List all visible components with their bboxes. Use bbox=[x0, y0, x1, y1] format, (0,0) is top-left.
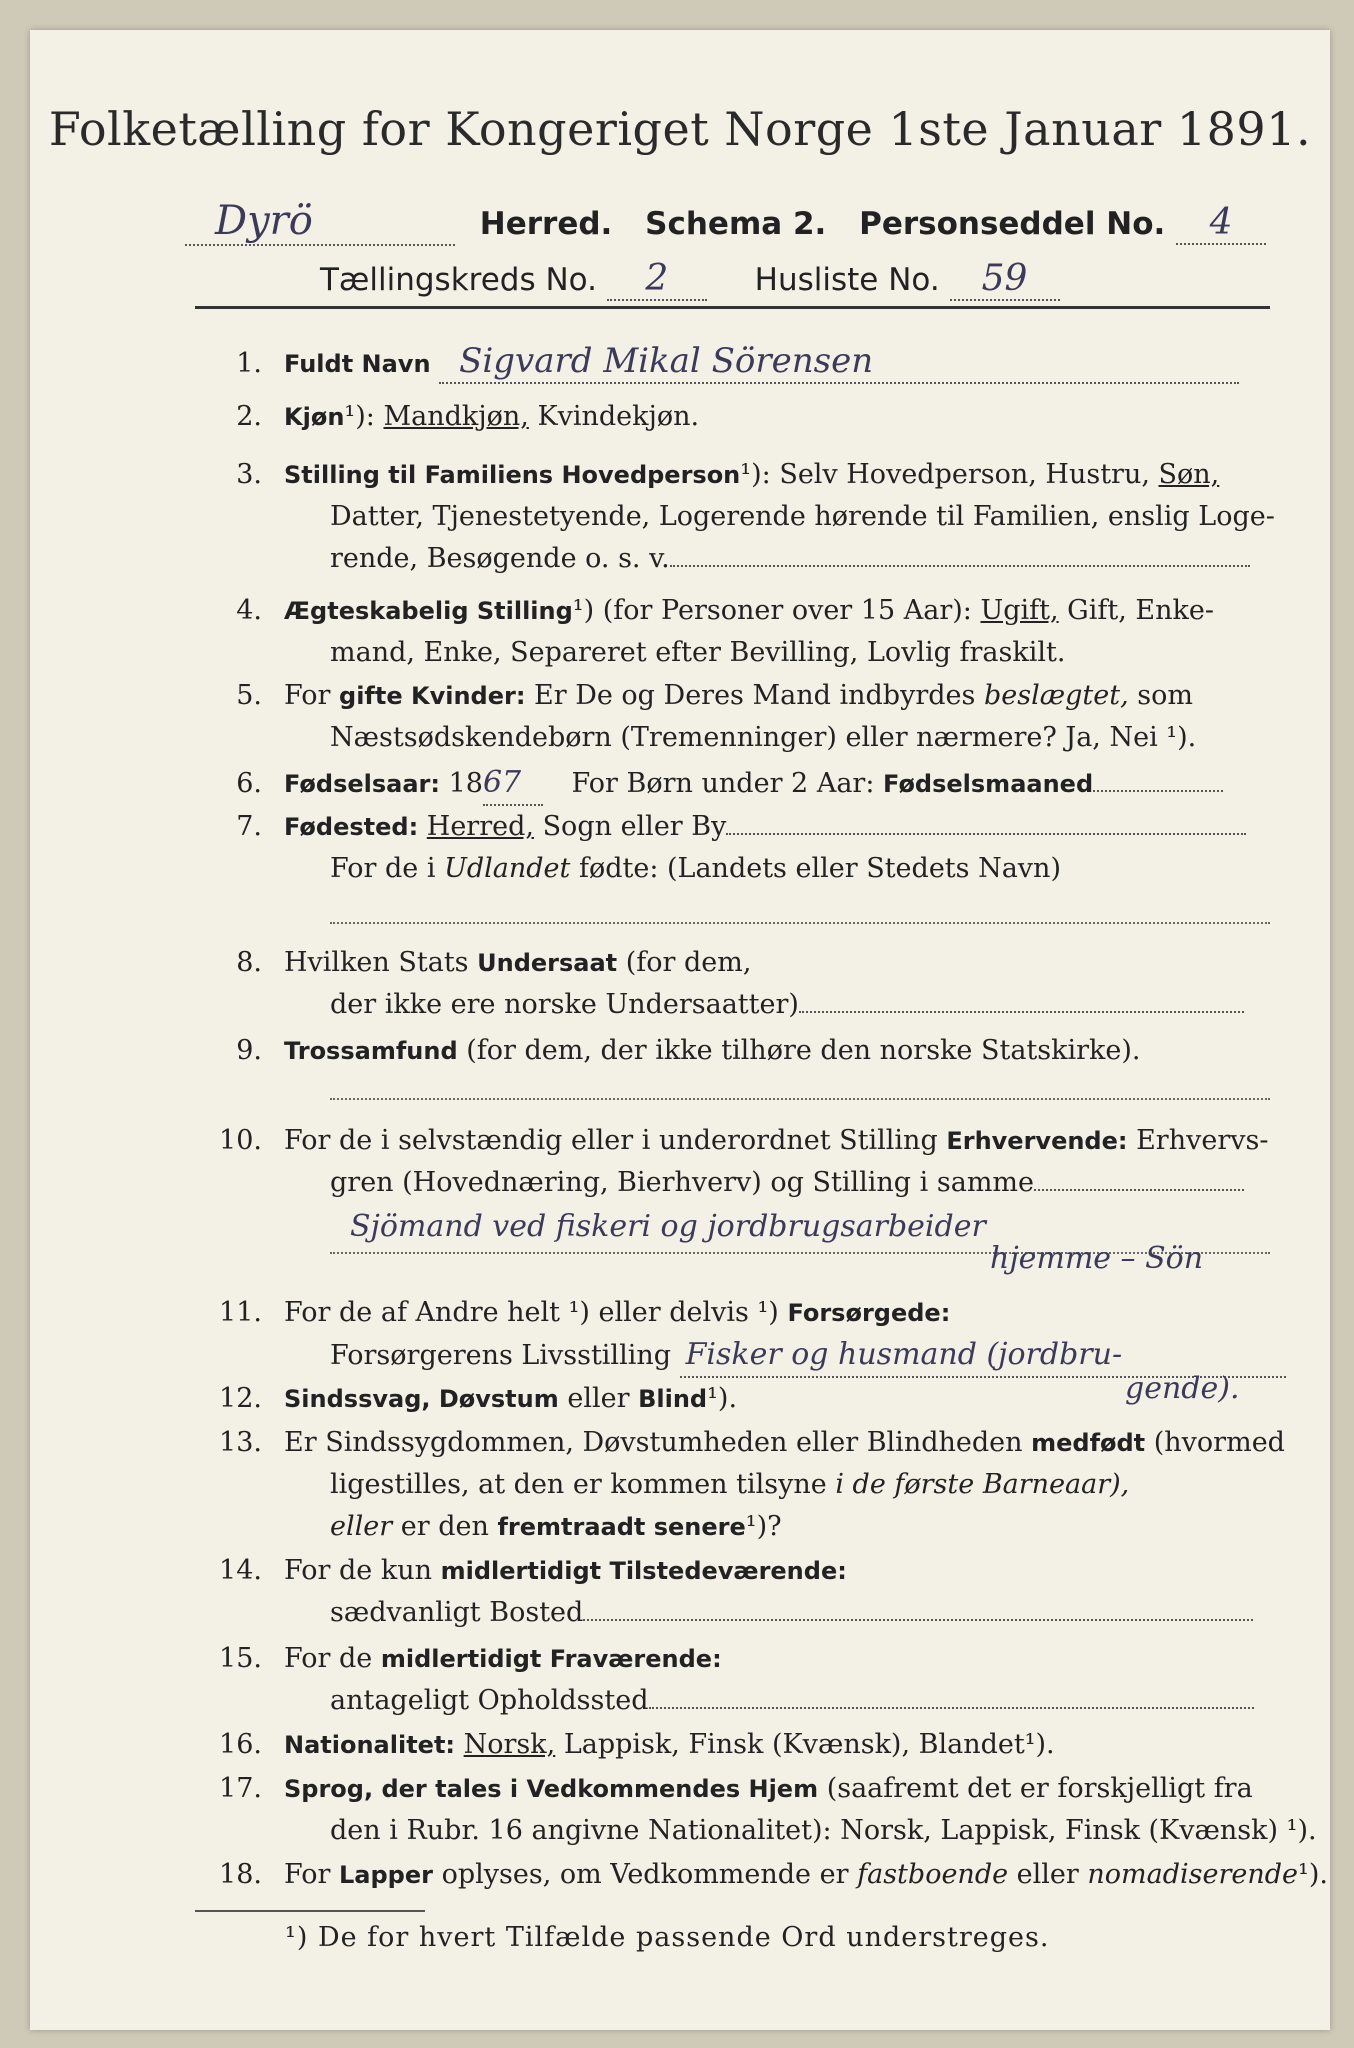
sex-option-male: Mandkjøn, bbox=[383, 401, 529, 432]
herred-label: Herred. bbox=[479, 206, 613, 242]
occupation-answer: Sjömand ved fiskeri og jordbrugsarbeider bbox=[350, 1209, 986, 1244]
husliste-value: 59 bbox=[950, 258, 1060, 301]
item-6: 6. Fødselsaar: 1867 For Børn under 2 Aar: Fødselsmaaned bbox=[200, 762, 1223, 806]
item-10: 10. For de i selvstændig eller i underordnet Stilling Erhvervende: Erhvervs- bbox=[219, 1125, 1269, 1156]
item-8: 8. Hvilken Stats Undersaat (for dem, bbox=[236, 947, 752, 978]
husliste-label: Husliste No. bbox=[754, 262, 940, 298]
item-16: 16. Nationalitet: Norsk, Lappisk, Finsk (Kvænsk), Blandet¹). bbox=[219, 1729, 1055, 1760]
item-2: 2. Kjøn¹): Mandkjøn, Kvindekjøn. bbox=[236, 401, 700, 432]
item-4: 4. Ægteskabelig Stilling¹) (for Personer over 15 Aar): Ugift, Gift, Enke- bbox=[236, 595, 1214, 626]
occupation-answer-2: hjemme – Sön bbox=[990, 1241, 1204, 1276]
personseddel-value: 4 bbox=[1176, 202, 1266, 245]
taellingskreds-value: 2 bbox=[607, 258, 707, 301]
item-9: 9. Trossamfund (for dem, der ikke tilhøre den norske Statskirke). bbox=[236, 1035, 1141, 1066]
personseddel-label: Personseddel No. bbox=[859, 206, 1166, 242]
header-row-herred bbox=[185, 198, 1266, 246]
taellingskreds-label: Tællingskreds No. bbox=[320, 262, 597, 298]
item-3: 3. Stilling til Familiens Hovedperson¹): Selv Hovedperson, Hustru, Søn, bbox=[236, 459, 1220, 490]
provider-answer: Fisker og husmand (jordbru- bbox=[680, 1334, 1286, 1378]
item-12: 12. Sindssvag, Døvstum eller Blind¹). bbox=[219, 1383, 738, 1414]
item-18: 18. For Lapper oplyses, om Vedkommende er fastboende eller nomadiserende¹). bbox=[219, 1859, 1328, 1890]
item-17: 17. Sprog, der tales i Vedkommendes Hjem (saafremt det er forskjelligt fra bbox=[219, 1773, 1253, 1804]
item-13: 13. Er Sindssygdommen, Døvstumheden eller Blindheden medfødt (hvormed bbox=[219, 1427, 1285, 1458]
full-name-label: Fuldt Navn bbox=[284, 350, 431, 378]
birth-year-answer: 67 bbox=[483, 762, 543, 806]
herred-name: Dyrö bbox=[185, 198, 455, 246]
birthplace-herred: Herred, bbox=[426, 811, 534, 842]
sex-option-female: Kvindekjøn. bbox=[537, 401, 700, 432]
schema-label: Schema 2. bbox=[645, 206, 827, 242]
form-title: Folketælling for Kongeriget Norge 1ste Januar 1891. bbox=[48, 102, 1312, 156]
census-form: Folketælling for Kongeriget Norge 1ste Januar 1891. Dyrö Herred. Schema 2. Personseddel No. 4 Tællingskreds No. 2 Husliste No. 59 1. Fuldt Navn Sigvard Mikal Sörensen 2. Kjøn¹): Mandkjøn, Kvindekjøn. 3. Stilling til Familiens Hovedperson¹): Selv Hovedperson, Hustru, Søn, Datter, Tjenestetyende, Logerende hørende til Familien, enslig Loge- rende, Besøgende o. s. v. 4. Ægteskabelig Stilling¹) (for Personer over 15 Aar): Ugift, Gift, Enke- mand, Enke, Separeret efter Bevilling, Lovlig fraskilt. 5. For gifte Kvinder: Er De og Deres Mand indbyrdes beslægtet, som Næstsødskendebørn (Tremenninger) eller nærmere? Ja, Nei ¹). 6. Fødselsaar: 1867 For Børn under 2 Aar: Fødselsmaaned 7. Fødested: Herred, Sogn eller By For de i Udlandet fødte: (Landets eller Stedets Navn) 8. Hvilken Stats Undersaat (for dem, der ikke ere norske Undersaatter) 9. Trossamfund (for dem, der ikke tilhøre den norske Statskirke). 10. For de i selvstændig eller i underordnet Stilling Erhvervende: Erhvervs- gren (Hovednæring, Bierhverv) og Stilling i samme Sjömand ved fiskeri og jordbrugsarbeider hjemme – Sön 11. For de af Andre helt ¹) eller delvis ¹) Forsørgede: Forsørgerens Livsstilling Fisker og husmand (jordbru- gende). 12. Sindssvag, Døvstum eller Blind¹). 13. Er Sindssygdommen, Døvstumheden eller Blindheden medfødt (hvormed ligestilles, at den er kommen tilsyne i de første Barneaar), eller er den fremtraadt senere¹)? 14. For de kun midlertidigt Tilstedeværende: sædvanligt Bosted 15. For de midlertidigt Fraværende: antageligt Opholdssted 16. Nationalitet: Norsk, Lappisk, Finsk (Kvænsk), Blandet¹). 17. Sprog, der tales i Vedkommendes Hjem (saafremt det er forskjelligt fra den i Rubr. 16 angivne Nationalitet): Norsk, Lappisk, Finsk (Kvænsk) ¹). 18. For Lapper oplyses, om Vedkommende er fastboende eller nomadiserende¹). ¹) De for hvert Tilfælde passende Ord understreges. bbox=[30, 30, 1330, 2030]
sex-label: Kjøn bbox=[284, 403, 345, 431]
item-14: 14. For de kun midlertidigt Tilstedeværende: bbox=[219, 1555, 847, 1586]
item-1: 1. Fuldt Navn Sigvard Mikal Sörensen bbox=[200, 340, 1239, 385]
item-7: 7. Fødested: Herred, Sogn eller By bbox=[200, 806, 1246, 848]
item-15: 15. For de midlertidigt Fraværende: bbox=[219, 1643, 722, 1674]
position-son: Søn, bbox=[1158, 459, 1220, 490]
item-11: 11. For de af Andre helt ¹) eller delvis ¹) Forsørgede: bbox=[219, 1297, 951, 1328]
full-name-answer: Sigvard Mikal Sörensen bbox=[439, 340, 1239, 384]
header-rule bbox=[195, 306, 1270, 309]
footnote: ¹) De for hvert Tilfælde passende Ord understreges. bbox=[285, 1922, 1050, 1953]
item-5: 5. For gifte Kvinder: Er De og Deres Mand indbyrdes beslægtet, som bbox=[236, 680, 1193, 711]
provider-answer-2: gende). bbox=[1125, 1371, 1240, 1406]
footnote-rule bbox=[195, 1910, 425, 1912]
header-row-taellingskreds bbox=[320, 258, 1060, 301]
nationality-norsk: Norsk, bbox=[463, 1729, 556, 1760]
marital-ugift: Ugift, bbox=[980, 595, 1059, 626]
